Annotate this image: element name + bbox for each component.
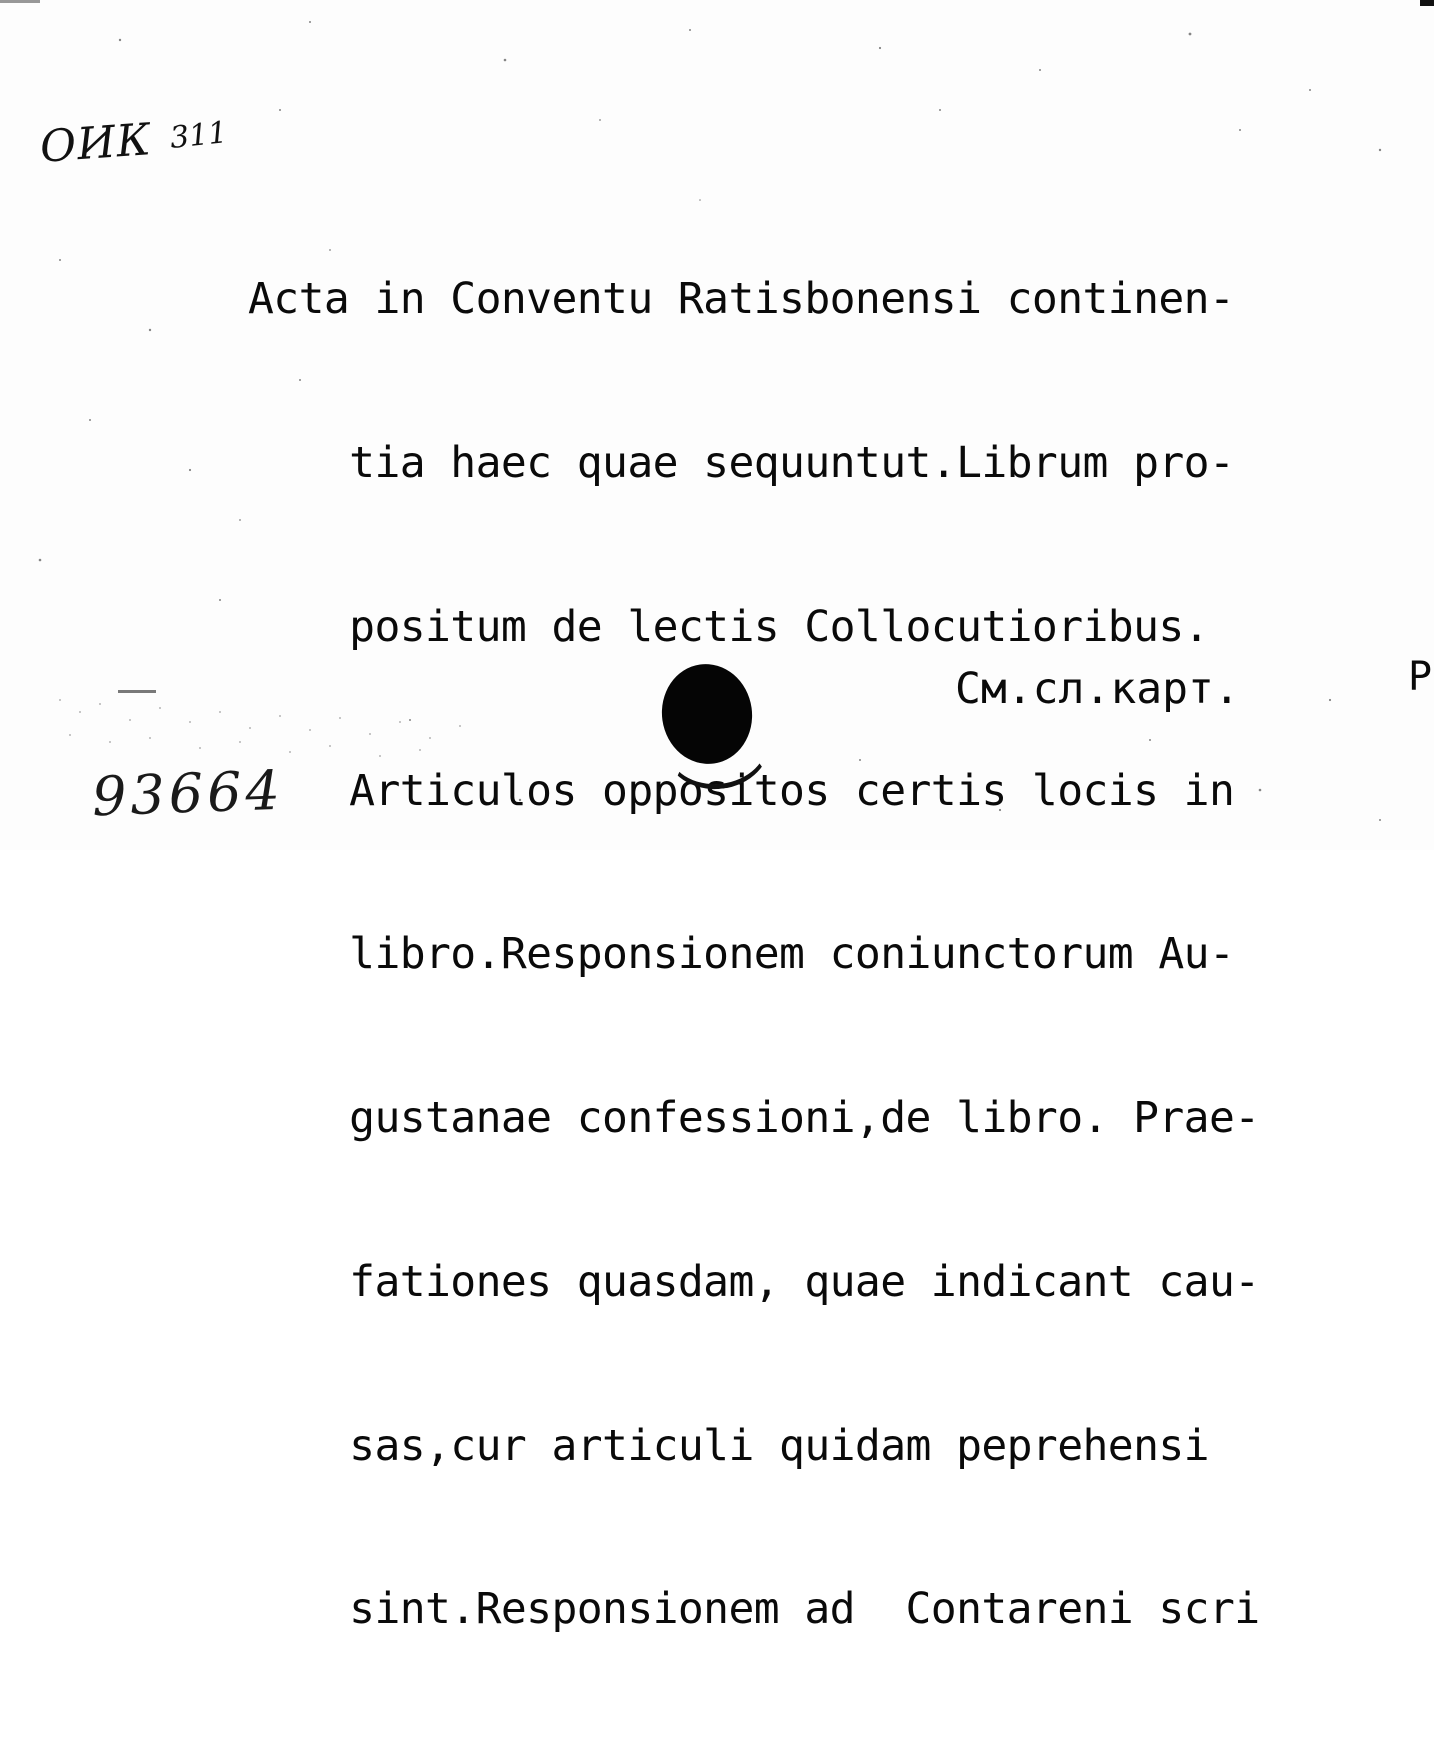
- body-line-1: Acta in Conventu Ratisbonensi continen-: [248, 274, 1235, 325]
- see-next-card-note: См.сл.карт.: [955, 664, 1240, 714]
- shelfmark-number-handwritten: 311: [168, 115, 229, 156]
- body-line-6: gustanae confessioni,de libro. Prae-: [248, 1093, 1260, 1144]
- body-line-7: fationes quasdam, quae indicant cau-: [248, 1256, 1260, 1307]
- body-line-2: tia haec quae sequuntut.Librum pro-: [248, 437, 1235, 488]
- body-line-8: sas,cur articuli quidam peprehensi: [248, 1420, 1209, 1471]
- card-body-text: [248, 163, 1260, 1746]
- body-line-9: sint.Responsionem ad Contareni scri: [248, 1584, 1260, 1635]
- shelfmark-handwritten: ОИК: [38, 114, 154, 173]
- body-line-5: libro.Responsionem coniunctorum Au-: [248, 929, 1235, 980]
- body-line-4: Articulos oppositos certis locis in: [248, 765, 1235, 816]
- cut-off-edge-letter: P: [1408, 654, 1433, 700]
- inventory-number-handwritten: 93664: [90, 758, 285, 829]
- body-line-3: positum de lectis Collocutioribus.: [248, 601, 1209, 652]
